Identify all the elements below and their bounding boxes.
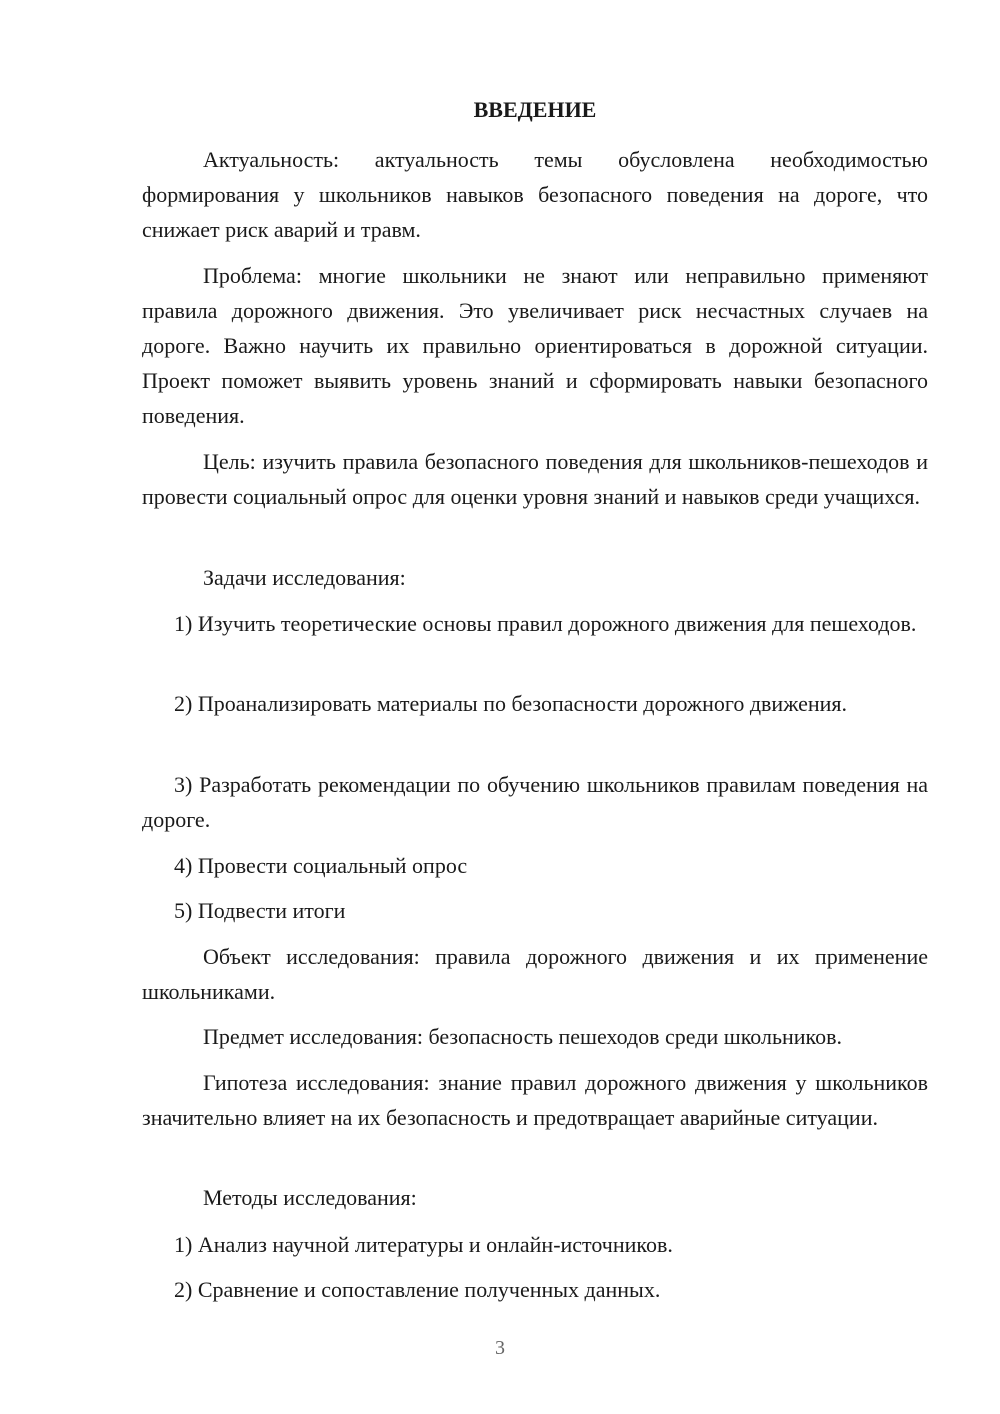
paragraph-object: Объект исследования: правила дорожного движения и их применение школьниками. <box>142 944 928 1004</box>
task-item: 5) Подвести итоги <box>174 898 346 923</box>
task-item: 2) Проанализировать материалы по безопасности дорожного движения. <box>174 691 848 716</box>
paragraph-goal: Цель: изучить правила безопасного поведения для школьников-пешеходов и провести социальный опрос для оценки уровня знаний и навыков среди учащихся. <box>142 449 928 509</box>
tasks-title: Задачи исследования: <box>203 565 406 590</box>
paragraph-problem: Проблема: многие школьники не знают или неправильно применяют правила дорожного движения. Это увеличивает риск несчастных случаев на дороге. Важно научить их правильно ориентироваться в дорожной ситуации. Проект поможет выявить уровень знаний и сформировать навыки безопасного поведения. <box>142 263 928 428</box>
methods-title: Методы исследования: <box>203 1185 417 1210</box>
method-item: 1) Анализ научной литературы и онлайн-источников. <box>174 1232 673 1257</box>
task-item: 1) Изучить теоретические основы правил дорожного движения для пешеходов. <box>174 611 917 636</box>
paragraph-subject: Предмет исследования: безопасность пешеходов среди школьников. <box>203 1024 842 1049</box>
method-item: 2) Сравнение и сопоставление полученных данных. <box>174 1277 661 1302</box>
paragraph-hypothesis: Гипотеза исследования: знание правил дорожного движения у школьников значительно влияет на их безопасность и предотвращает аварийные ситуации. <box>142 1070 928 1130</box>
task-item: 3) Разработать рекомендации по обучению школьников правилам поведения на дороге. <box>142 772 928 832</box>
task-item: 4) Провести социальный опрос <box>174 853 468 878</box>
page-number: 3 <box>495 1337 505 1359</box>
section-heading: ВВЕДЕНИЕ <box>473 97 597 122</box>
paragraph-relevance: Актуальность: актуальность темы обусловлена необходимостью формирования у школьников навыков безопасного поведения на дороге, что снижает риск аварий и травм. <box>142 147 928 242</box>
